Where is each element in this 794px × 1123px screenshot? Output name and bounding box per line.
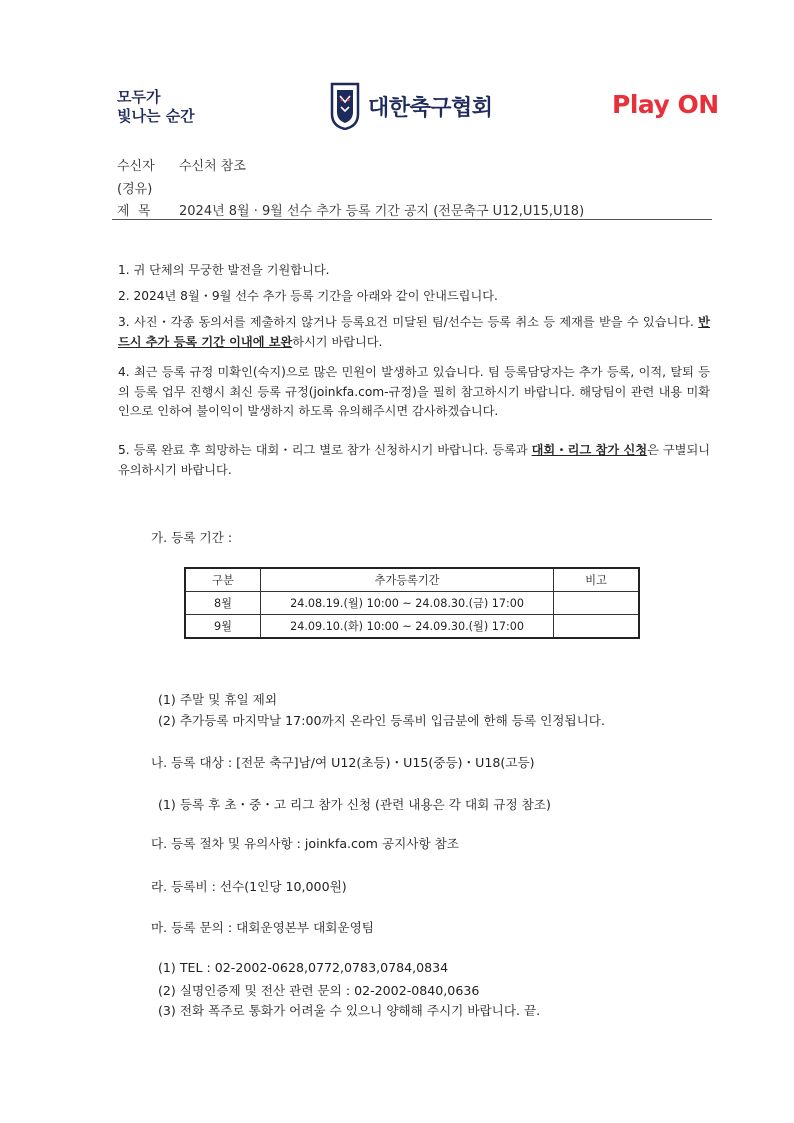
section-da-title: 다. 등록 절차 및 유의사항 : joinkfa.com 공지사항 참조 [151,836,459,851]
paragraph-5-tail: 은 구별되니 유의하시기 바랍니다. [118,443,710,477]
subject-label: 제 목 [117,204,151,219]
recipient-label: 수신자 [117,159,155,174]
section-ma-note-2: (2) 실명인증제 및 전산 관련 문의 : 02-2002-0840,0636 [158,983,480,998]
table-row [185,615,639,639]
table-cell-month: 8월 [185,592,260,615]
table-cell-month: 9월 [185,615,260,639]
table-cell-period: 24.08.19.(월) 10:00 ~ 24.08.30.(금) 17:00 [260,592,553,615]
paragraph-3-text: 3. 사진・각종 동의서를 제출하지 않거나 등록요건 미달된 팀/선수는 등록 취소 등 제재를 받을 수 있습니다. [118,315,699,329]
paragraph-1: 1. 귀 단체의 무궁한 발전을 기원합니다. [118,263,330,277]
slogan-line-1: 모두가 [117,88,161,106]
paragraph-4: 4. 최근 등록 규정 미확인(숙지)으로 많은 민원이 발생하고 있습니다. 팀 등록담당자는 추가 등록, 이적, 탈퇴 등의 등록 업무 진행시 최신 등록 규정(joinkfa.com-규정)을 필히 참고하시기 바랍니다. 해당팀이 관련 내용 미확인으로 인하여 불이익이 발생하지 하도록 유의해주시면 감사하겠습니다. [118,365,710,418]
tiger-emblem-icon [330,82,360,130]
table-header: 구분 [185,568,260,592]
section-ma-note-1: (1) TEL : 02-2002-0628,0772,0783,0784,0834 [158,960,449,975]
table-cell-note [554,592,639,615]
section-na-note-1: (1) 등록 후 초・중・고 리그 참가 신청 (관련 내용은 각 대회 규정 참조) [158,797,551,812]
table-cell-period: 24.09.10.(화) 10:00 ~ 24.09.30.(월) 17:00 [260,615,553,639]
play-on-logo: Play ON [612,90,719,119]
recipient-row [117,155,246,174]
subject-row [117,200,584,219]
paragraph-5 [118,441,710,480]
section-na-title: 나. 등록 대상 : [전문 축구]남/여 U12(초등)・U15(중등)・U18(고등) [151,755,535,770]
section-ga-title: 가. 등록 기간 : [151,530,233,545]
section-ra-title: 라. 등록비 : 선수(1인당 10,000원) [151,879,347,894]
paragraph-5-emphasis: 대회・리그 참가 신청 [531,443,648,457]
paragraph-5-text: 5. 등록 완료 후 희망하는 대회・리그 별로 참가 신청하시기 바랍니다. 등록과 [118,443,532,457]
via-label: (경유) [117,182,153,197]
slogan [117,88,195,126]
slogan-line-2: 빛나는 순간 [117,107,195,125]
paragraph-2: 2. 2024년 8월・9월 선수 추가 등록 기간을 아래와 같이 안내드립니다. [118,289,498,303]
section-ga-note-2: (2) 추가등록 마지막날 17:00까지 온라인 등록비 입금분에 한해 등록 인정됩니다. [158,713,605,728]
section-ma-note-3: (3) 전화 폭주로 통화가 어려울 수 있으니 양해해 주시기 바랍니다. 끝. [158,1003,541,1018]
table-row [185,592,639,615]
header-divider [112,219,712,220]
table-header: 비고 [554,568,639,592]
table-header-row [185,568,639,592]
table-header: 추가등록기간 [260,568,553,592]
section-ma-title: 마. 등록 문의 : 대회운영본부 대회운영팀 [151,920,374,935]
subject-value: 2024년 8월 · 9월 선수 추가 등록 기간 공지 (전문축구 U12,U15,U18) [179,204,585,219]
table-cell-note [554,615,639,639]
section-ga-note-1: (1) 주말 및 휴일 제외 [158,692,278,707]
registration-period-table [184,567,640,639]
paragraph-3-emphasis: 반드시 추가 등록 기간 이내에 보완 [118,315,710,349]
paragraph-3-tail: 하시기 바랍니다. [292,334,383,349]
recipient-value: 수신처 참조 [179,159,246,174]
association-name: 대한축구협회 [368,95,493,121]
kfa-logo [330,82,493,130]
paragraph-3 [118,313,710,352]
